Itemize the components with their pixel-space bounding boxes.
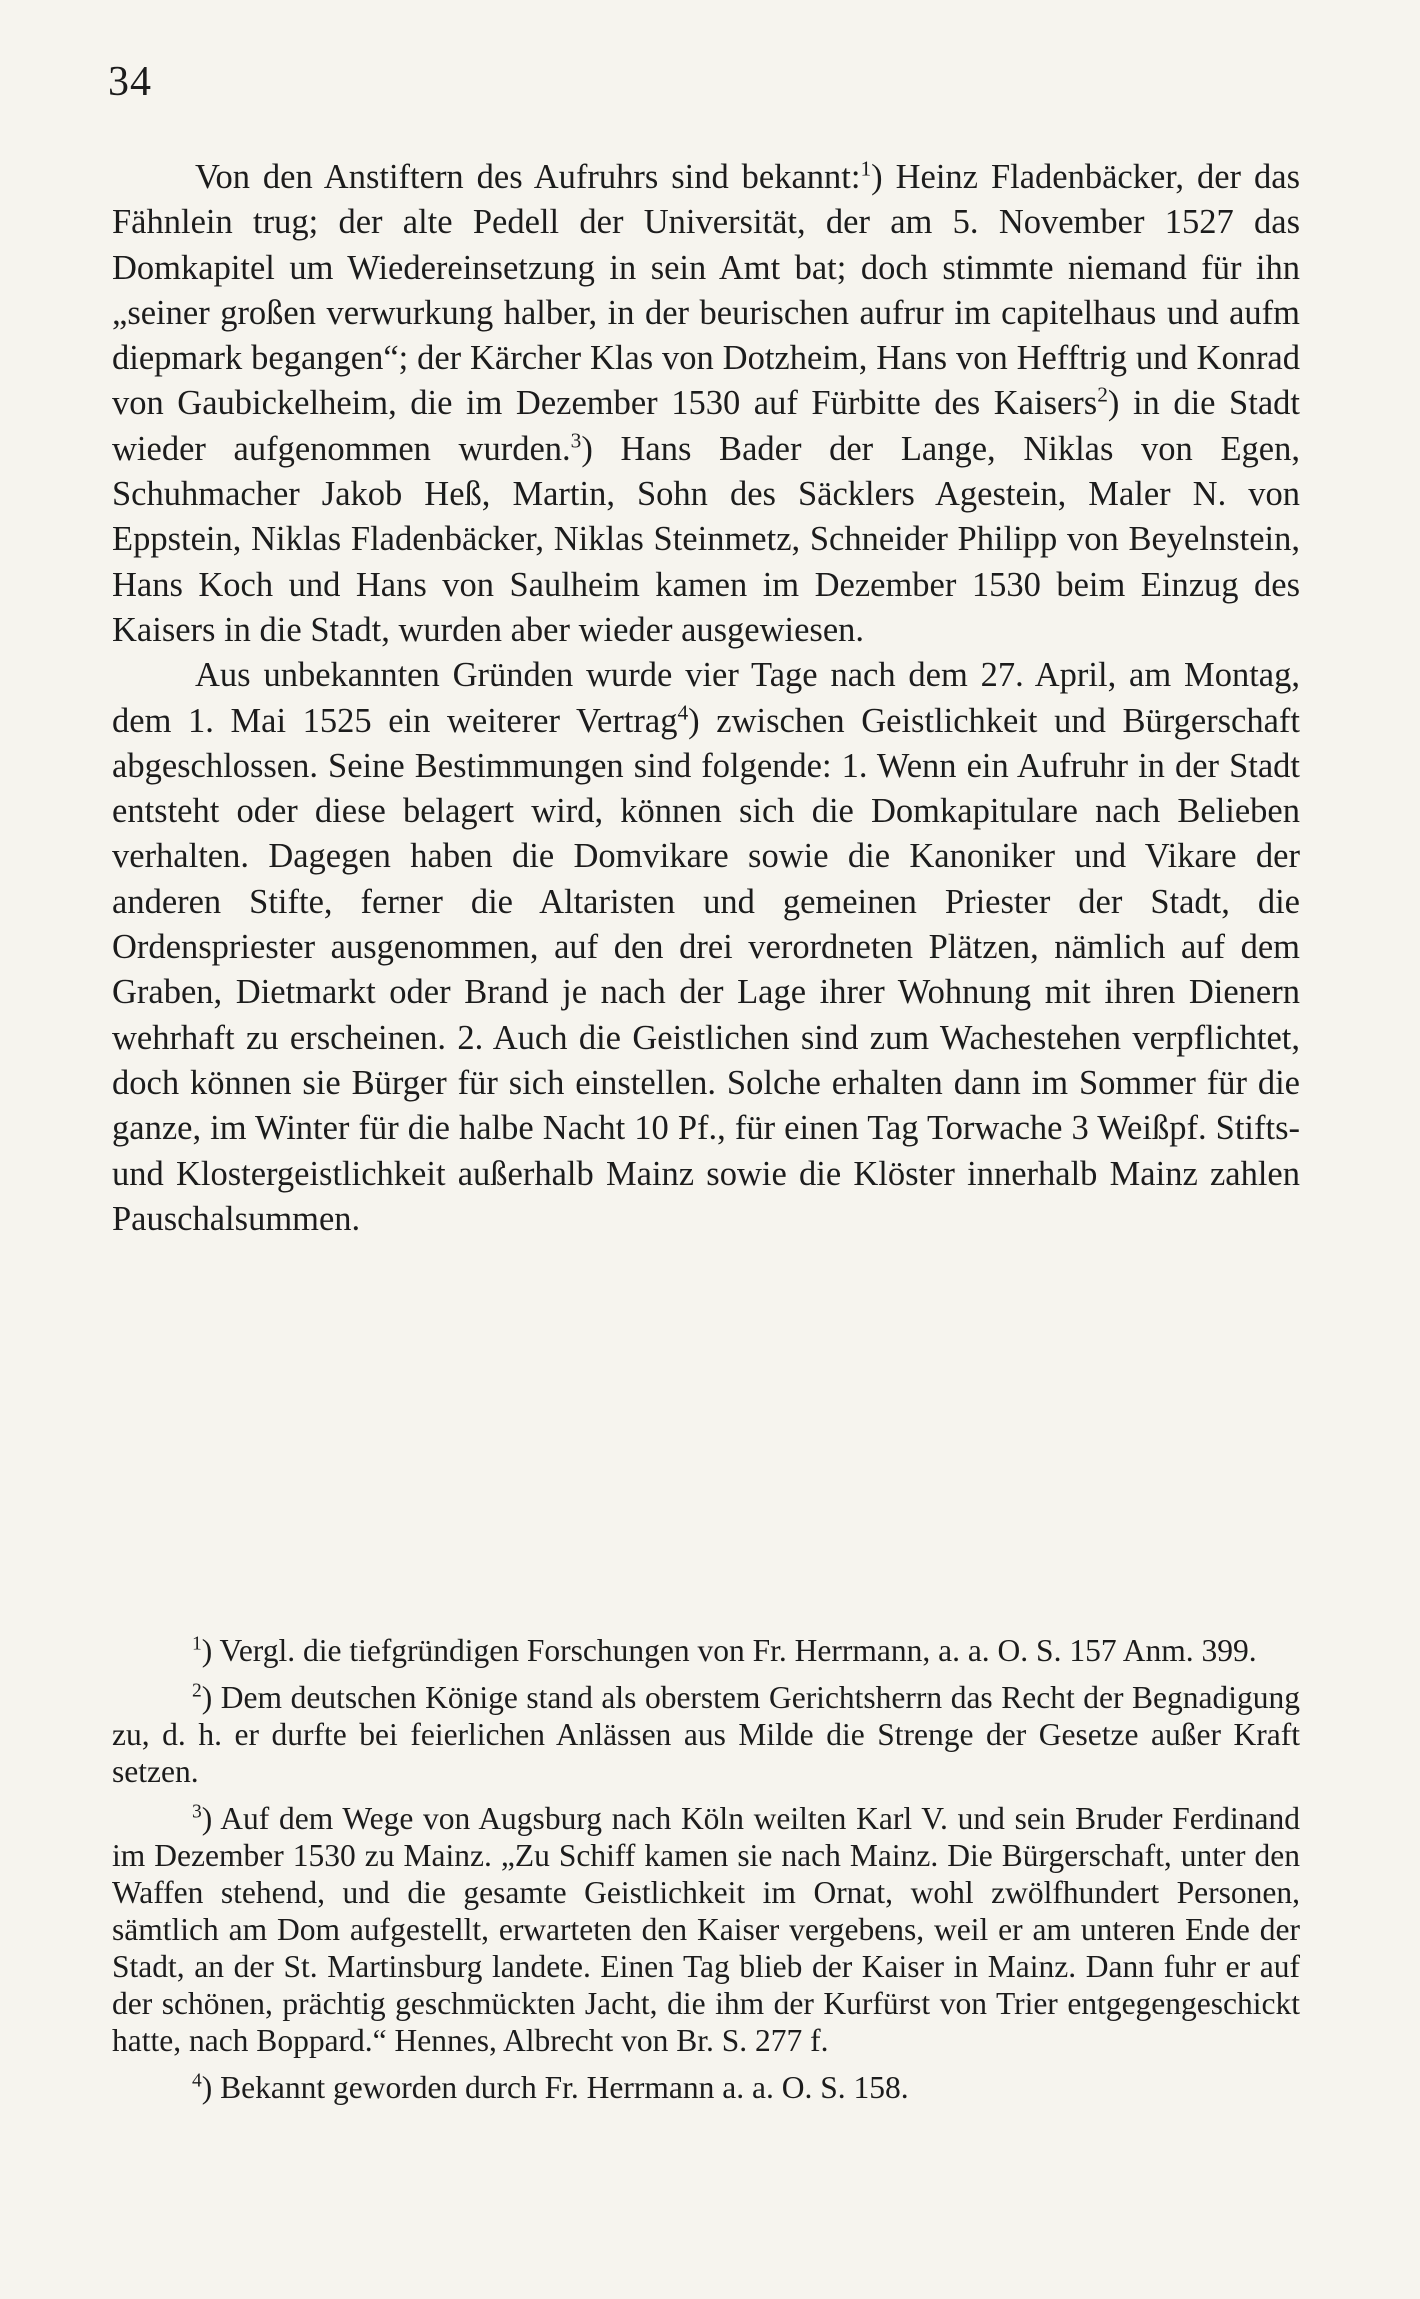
paragraph-2 — [112, 653, 1300, 1242]
paragraph-1 — [112, 155, 1300, 653]
footnote-ref-2: 2 — [1097, 382, 1108, 407]
footnote-ref-4: 4 — [677, 700, 689, 725]
footnote-text: ) Dem deutschen Könige stand als oberstem Gerichtsherrn das Recht der Begnadigung zu, d. h. er durfte bei feierlichen Anlässen aus Milde die Strenge der Gesetze außer Kraft setzen. — [112, 1680, 1300, 1789]
footnote-ref-1: 1 — [860, 156, 872, 181]
paragraph-2-part-1: Aus unbekannten Gründen wurde vier Tage nach dem 27. April, am Montag, dem 1. Mai 1525 ein weiterer Vertrag — [112, 656, 1300, 740]
footnote-4 — [112, 2069, 1300, 2106]
footnote-text: ) Bekannt geworden durch Fr. Herrmann a. a. O. S. 158. — [201, 2070, 909, 2105]
paragraph-1-part-2: ) Heinz Fladenbäcker, der das Fähnlein trug; der alte Pedell der Universität, der am 5. November 1527 das Domkapitel um Wiedereinsetzung in sein Amt bat; doch stimmte niemand für ihn „seiner großen verwurkung halber, in der beurischen aufrur im capitelhaus und aufm diepmark begangen“; der Kärcher Klas von Dotzheim, Hans von Hefftrig und Konrad von Gaubickelheim, die im Dezember 1530 auf Fürbitte des Kaisers — [112, 158, 1300, 423]
footnote-text: ) Auf dem Wege von Augsburg nach Köln weilten Karl V. und sein Bruder Ferdinand im Dezember 1530 zu Mainz. „Zu Schiff kamen sie nach Mainz. Die Bürgerschaft, unter den Waffen stehend, und die gesamte Geistlichkeit im Ornat, wohl zwölfhundert Personen, sämtlich am Dom aufgestellt, erwarteten den Kaiser vergebens, weil er am unteren Ende der Stadt, an der St. Martinsburg landete. Einen Tag blieb der Kaiser in Mainz. Dann fuhr er auf der schönen, prächtig geschmückten Jacht, die ihm der Kurfürst von Trier entgegengeschickt hatte, nach Boppard.“ Hennes, Albrecht von Br. S. 277 f. — [112, 1801, 1300, 2058]
page-number: 34 — [108, 59, 152, 105]
footnote-ref-3: 3 — [570, 428, 582, 453]
paragraph-1-part-3: ) in die Stadt wieder aufgenommen wurden. — [112, 384, 1300, 468]
paragraph-1-part-4: ) Hans Bader der Lange, Niklas von Egen, Schuhmacher Jakob Heß, Martin, Sohn des Säcklers Agestein, Maler N. von Eppstein, Niklas Fladenbäcker, Niklas Steinmetz, Schneider Philipp von Beyelnstein, Hans Koch und Hans von Saulheim kamen im Dezember 1530 beim Einzug des Kaisers in die Stadt, wurden aber wieder ausgewiesen. — [112, 429, 1300, 649]
paragraph-2-part-2: ) zwischen Geistlichkeit und Bürgerschaft abgeschlossen. Seine Bestimmungen sind folgende: 1. Wenn ein Aufruhr in der Stadt entsteht oder diese belagert wird, können sich die Domkapitulare nach Belieben verhalten. Dagegen haben die Domvikare sowie die Kanoniker und Vikare der anderen Stifte, ferner die Altaristen und gemeinen Priester der Stadt, die Ordenspriester ausgenommen, auf den drei verordneten Plätzen, nämlich auf dem Graben, Dietmarkt oder Brand je nach der Lage ihrer Wohnung mit ihren Dienern wehrhaft zu erscheinen. 2. Auch die Geistlichen sind zum Wachestehen verpflichtet, doch können sie Bürger für sich einstellen. Solche erhalten dann im Sommer für die ganze, im Winter für die halbe Nacht 10 Pf., für einen Tag Torwache 3 Weißpf. Stifts- und Klostergeistlichkeit außerhalb Mainz sowie die Klöster innerhalb Mainz zahlen Pauschalsummen. — [112, 701, 1301, 1238]
footnote-number: 4 — [192, 2070, 202, 2092]
footnote-number: 2 — [192, 1680, 202, 1702]
footnote-2 — [112, 1679, 1300, 1790]
paragraph-1-part-1: Von den Anstiftern des Aufruhrs sind bekannt: — [195, 158, 861, 196]
footnote-number: 3 — [192, 1801, 202, 1823]
footnote-3 — [112, 1800, 1300, 2059]
footnote-1 — [112, 1632, 1300, 1669]
footnote-text: ) Vergl. die tiefgründigen Forschungen von Fr. Herrmann, a. a. O. S. 157 Anm. 399. — [201, 1633, 1257, 1668]
footnotes — [112, 1632, 1300, 2116]
main-text — [112, 155, 1300, 1242]
footnote-number: 1 — [192, 1633, 202, 1655]
